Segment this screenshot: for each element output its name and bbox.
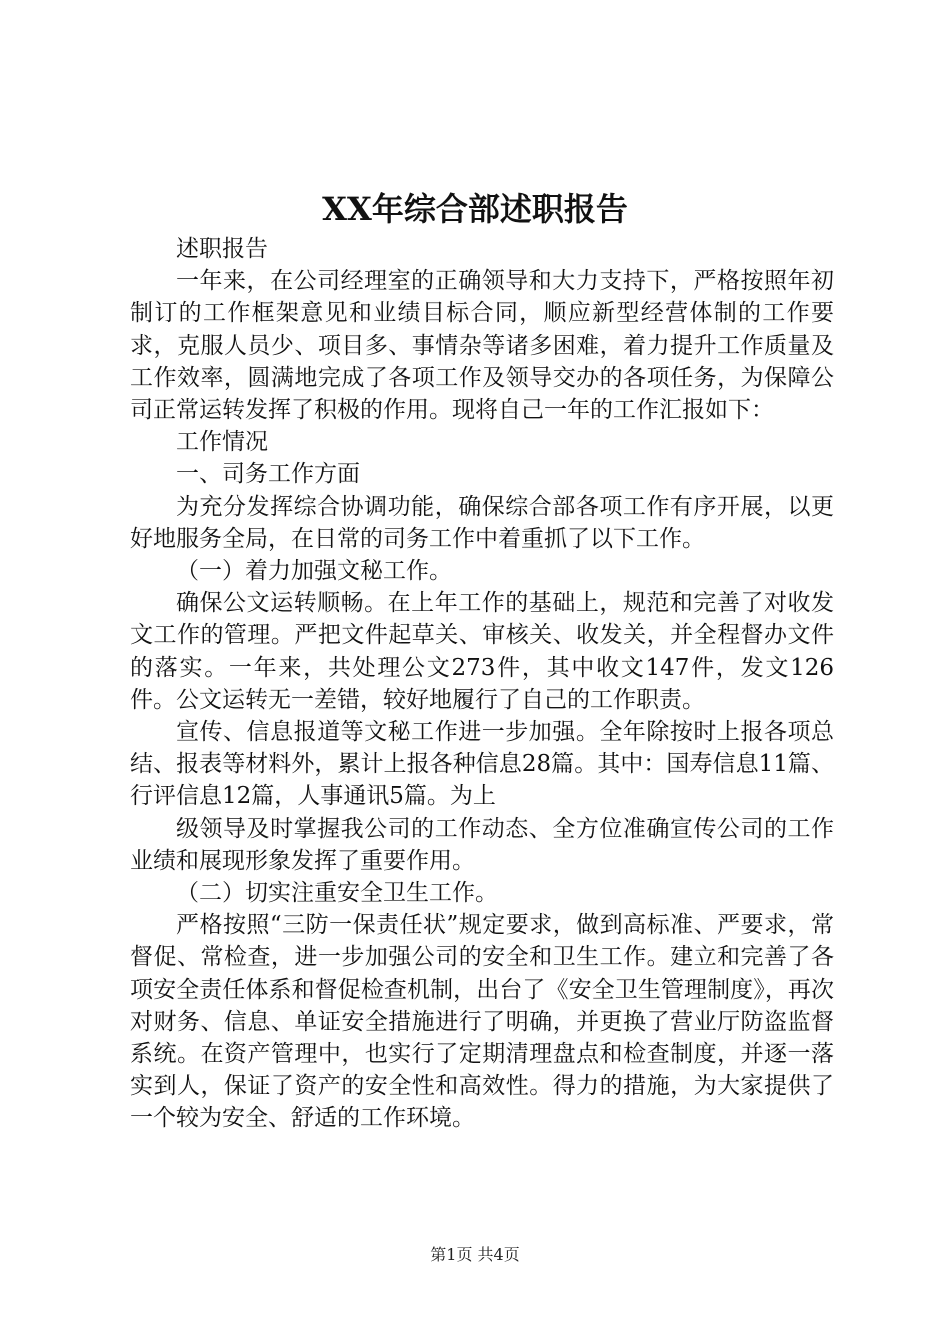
- paragraph-documents: 确保公文运转顺畅。在上年工作的基础上，规范和完善了对收发文工作的管理。严把文件起草关、审核关、收发关，并全程督办文件的落实。一年来，共处理公文273件，其中收文147件，发文126件。公文运转无一差错，较好地履行了自己的工作职责。: [130, 590, 834, 713]
- document-body: [130, 233, 834, 1135]
- page-footer: 第1页 共4页: [430, 1245, 520, 1264]
- document-title: XX年综合部述职报告: [322, 190, 628, 228]
- paragraph-heading-work: 工作情况: [176, 429, 268, 456]
- paragraph-section-1-intro: 为充分发挥综合协调功能，确保综合部各项工作有序开展，以更好地服务全局，在日常的司务工作中着重抓了以下工作。: [130, 493, 834, 552]
- paragraph-publicity: 宣传、信息报道等文秘工作进一步加强。全年除按时上报各项总结、报表等材料外，累计上报各种信息28篇。其中：国寿信息11篇、行评信息12篇，人事通讯5篇。为上: [130, 719, 834, 810]
- paragraph-subheading-1: （一）着力加强文秘工作。: [176, 558, 452, 585]
- paragraph-safety: 严格按照“三防一保责任状”规定要求，做到高标准、严要求，常督促、常检查，进一步加强公司的安全和卫生工作。建立和完善了各项安全责任体系和督促检查机制，出台了《安全卫生管理制度》，再次对财务、信息、单证安全措施进行了明确，并更换了营业厅防盗监督系统。在资产管理中，也实行了定期清理盘点和检查制度，并逐一落实到人，保证了资产的安全性和高效性。得力的措施，为大家提供了一个较为安全、舒适的工作环境。: [130, 912, 834, 1132]
- paragraph-heading-section-1: 一、司务工作方面: [176, 461, 360, 488]
- paragraph-publicity-cont: 级领导及时掌握我公司的工作动态、全方位准确宣传公司的工作业绩和展现形象发挥了重要作用。: [130, 815, 834, 874]
- paragraph-heading-report: 述职报告: [176, 236, 268, 262]
- paragraph-subheading-2: （二）切实注重安全卫生工作。: [176, 880, 498, 907]
- paragraph-intro: 一年来，在公司经理室的正确领导和大力支持下，严格按照年初制订的工作框架意见和业绩目标合同，顺应新型经营体制的工作要求，克服人员少、项目多、事情杂等诸多困难，着力提升工作质量及工作效率，圆满地完成了各项工作及领导交办的各项任务，为保障公司正常运转发挥了积极的作用。现将自己一年的工作汇报如下：: [130, 268, 834, 424]
